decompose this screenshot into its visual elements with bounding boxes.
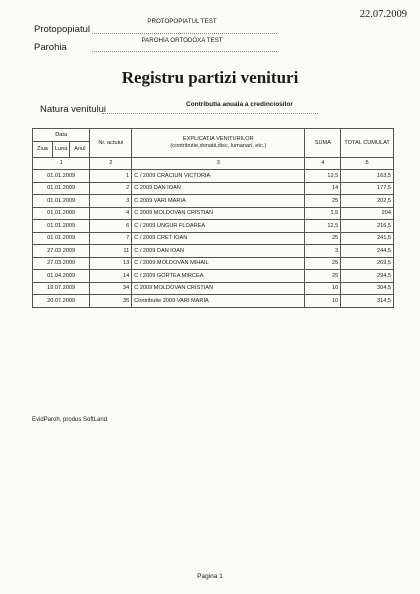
cell-suma: 10 [305, 282, 341, 295]
cell-suma: 25 [305, 270, 341, 283]
col-number-4: 4 [305, 157, 341, 170]
cell-total-cumulat: 314,5 [341, 295, 394, 308]
cell-suma: 12,5 [305, 170, 341, 183]
cell-suma: 3 [305, 245, 341, 258]
table-row [33, 220, 394, 233]
cell-nr-actului: 3 [90, 195, 132, 208]
page-title: Registru partizi venituri [121, 68, 299, 87]
natura-value: Contributia anuala a credinciosilor [186, 101, 293, 108]
cell-explicatia: C / 2009 CRACIUN VICTORIA [132, 170, 305, 183]
parohia-line [92, 51, 277, 52]
table-row [33, 182, 394, 195]
cell-date: 01.04.2009 [33, 270, 90, 283]
table-row [33, 170, 394, 183]
cell-total-cumulat: 216,5 [341, 220, 394, 233]
cell-nr-actului: 35 [90, 295, 132, 308]
header-data: Data [33, 129, 90, 142]
cell-nr-actului: 14 [90, 270, 132, 283]
table-row [33, 245, 394, 258]
col-number-2: 2 [90, 157, 132, 170]
col-number-5: 5 [341, 157, 394, 170]
cell-date: 27.03.2009 [33, 257, 90, 270]
cell-explicatia: C / 2009 GORTEA MIRCEA [132, 270, 305, 283]
header-nr-actului: Nr. actului [90, 129, 132, 158]
cell-total-cumulat: 202,5 [341, 195, 394, 208]
income-register-table [32, 128, 394, 308]
col-number-3: 3 [132, 157, 305, 170]
page-number: Pagina 1 [197, 573, 223, 580]
header-ziua: Ziua [33, 141, 53, 157]
table-row [33, 282, 394, 295]
cell-nr-actului: 4 [90, 207, 132, 220]
header-suma: SUMA [305, 129, 341, 158]
col-number-1: 1 [33, 157, 90, 170]
natura-label: Natura venitului [40, 104, 107, 115]
cell-date: 01.01.2009 [33, 182, 90, 195]
cell-suma: 1,5 [305, 207, 341, 220]
table-row [33, 257, 394, 270]
protopopiat-label: Protopopiatul [34, 24, 90, 35]
cell-suma: 25 [305, 232, 341, 245]
cell-total-cumulat: 241,5 [341, 232, 394, 245]
cell-explicatia: C / 2009 UNGUR FLOAREA [132, 220, 305, 233]
cell-explicatia: C / 2009 MOLDOVAN MIHAIL [132, 257, 305, 270]
table-body [33, 170, 394, 308]
header-explicatia-title: EXPLICATIA VENITURILOR [182, 135, 254, 142]
cell-nr-actului: 2 [90, 182, 132, 195]
cell-nr-actului: 1 [90, 170, 132, 183]
cell-date: 19.07.2009 [33, 282, 90, 295]
cell-nr-actului: 13 [90, 257, 132, 270]
cell-total-cumulat: 204 [341, 207, 394, 220]
cell-nr-actului: 11 [90, 245, 132, 258]
table-row [33, 207, 394, 220]
cell-suma: 14 [305, 182, 341, 195]
protopopiat-value: PROTOPOPIATUL TEST [147, 18, 217, 25]
cell-total-cumulat: 269,5 [341, 257, 394, 270]
cell-explicatia: C / 2009 CRET IOAN [132, 232, 305, 245]
cell-explicatia: Contributie 2009 VARI MARIA [132, 295, 305, 308]
cell-date: 20.07.2009 [33, 295, 90, 308]
cell-suma: 10 [305, 295, 341, 308]
report-date: 22.07.2009 [359, 9, 407, 20]
cell-explicatia: C 2009 MOLDOVAN CRISTIAN [132, 207, 305, 220]
cell-explicatia: C 2009 VARI MARIA [132, 195, 305, 208]
header-explicatia [132, 129, 305, 158]
parohia-value: PAROHIA ORTODOXA TEST [141, 37, 223, 44]
table-row [33, 295, 394, 308]
cell-date: 01.01.2009 [33, 220, 90, 233]
cell-total-cumulat: 294,5 [341, 270, 394, 283]
cell-explicatia: C 2009 MOLDOVAN CRISTIAN [132, 282, 305, 295]
cell-nr-actului: 34 [90, 282, 132, 295]
table-header-row [33, 129, 394, 142]
cell-nr-actului: 7 [90, 232, 132, 245]
software-note: EvidParoh, produs SoftLand [32, 417, 108, 423]
parohia-label: Parohia [34, 42, 67, 53]
cell-total-cumulat: 163,5 [341, 170, 394, 183]
cell-date: 01.01.2009 [33, 232, 90, 245]
cell-total-cumulat: 177,5 [341, 182, 394, 195]
header-total-cumulat: TOTAL CUMULAT [341, 129, 394, 158]
cell-suma: 12,5 [305, 220, 341, 233]
cell-total-cumulat: 244,5 [341, 245, 394, 258]
protopopiat-line [92, 33, 277, 34]
cell-explicatia: C 2009 DAN IOAN [132, 182, 305, 195]
column-number-row [33, 157, 394, 170]
cell-explicatia: C / 2009 DAN IOAN [132, 245, 305, 258]
header-anul: Anul [70, 141, 90, 157]
header-explicatia-sub: (contributie,donatii,disc, lumanari, etc.) [170, 142, 267, 149]
cell-date: 01.01.2009 [33, 207, 90, 220]
cell-date: 01.01.2009 [33, 195, 90, 208]
cell-nr-actului: 6 [90, 220, 132, 233]
header-luna: Luna [52, 141, 69, 157]
cell-suma: 25 [305, 195, 341, 208]
natura-line [102, 113, 318, 114]
table-row [33, 195, 394, 208]
cell-date: 27.03.2009 [33, 245, 90, 258]
cell-date: 01.01.2009 [33, 170, 90, 183]
table-row [33, 270, 394, 283]
table-row [33, 232, 394, 245]
cell-suma: 25 [305, 257, 341, 270]
cell-total-cumulat: 304,5 [341, 282, 394, 295]
